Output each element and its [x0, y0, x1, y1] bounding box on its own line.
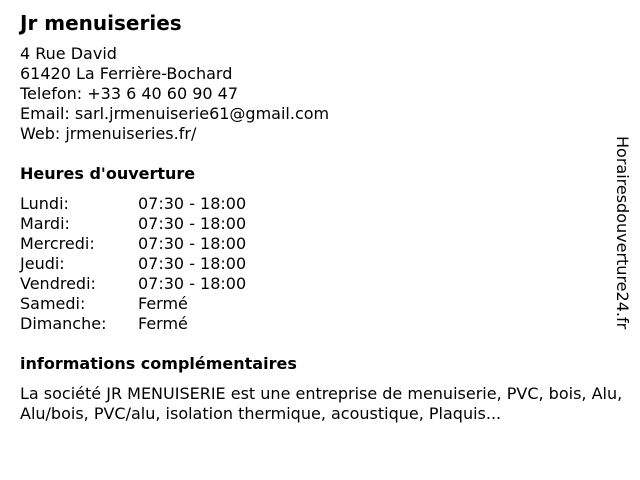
- business-name: Jr menuiseries: [20, 11, 182, 35]
- day-label: Lundi:: [20, 194, 69, 213]
- hours-value: Fermé: [138, 294, 188, 313]
- day-label: Mercredi:: [20, 234, 95, 253]
- address-line-2: 61420 La Ferrière-Bochard: [20, 64, 233, 83]
- additional-info-heading: informations complémentaires: [20, 354, 297, 373]
- hours-value: 07:30 - 18:00: [138, 254, 247, 273]
- hours-value: 07:30 - 18:00: [138, 274, 247, 293]
- opening-hours-heading: Heures d'ouverture: [20, 164, 196, 183]
- website-link[interactable]: Web: jrmenuiseries.fr/: [20, 124, 197, 143]
- hours-value: 07:30 - 18:00: [138, 214, 247, 233]
- day-label: Mardi:: [20, 214, 70, 233]
- hours-value: 07:30 - 18:00: [138, 234, 247, 253]
- contact-block: [20, 44, 329, 144]
- day-label: Dimanche:: [20, 314, 107, 333]
- day-label: Jeudi:: [20, 254, 65, 273]
- day-label: Vendredi:: [20, 274, 96, 293]
- hours-value: 07:30 - 18:00: [138, 194, 247, 213]
- site-watermark: Horairesdouverture24.fr: [613, 136, 632, 330]
- address-line-1: 4 Rue David: [20, 44, 117, 63]
- hours-value: Fermé: [138, 314, 188, 333]
- phone-number[interactable]: Telefon: +33 6 40 60 90 47: [20, 84, 239, 103]
- business-description: La société JR MENUISERIE est une entreprise de menuiserie, PVC, bois, Alu, Alu/bois, PVC/alu, isolation thermique, acoustique, Plaquis...: [20, 384, 623, 423]
- email-address[interactable]: Email: sarl.jrmenuiserie61@gmail.com: [20, 104, 330, 123]
- day-label: Samedi:: [20, 294, 86, 313]
